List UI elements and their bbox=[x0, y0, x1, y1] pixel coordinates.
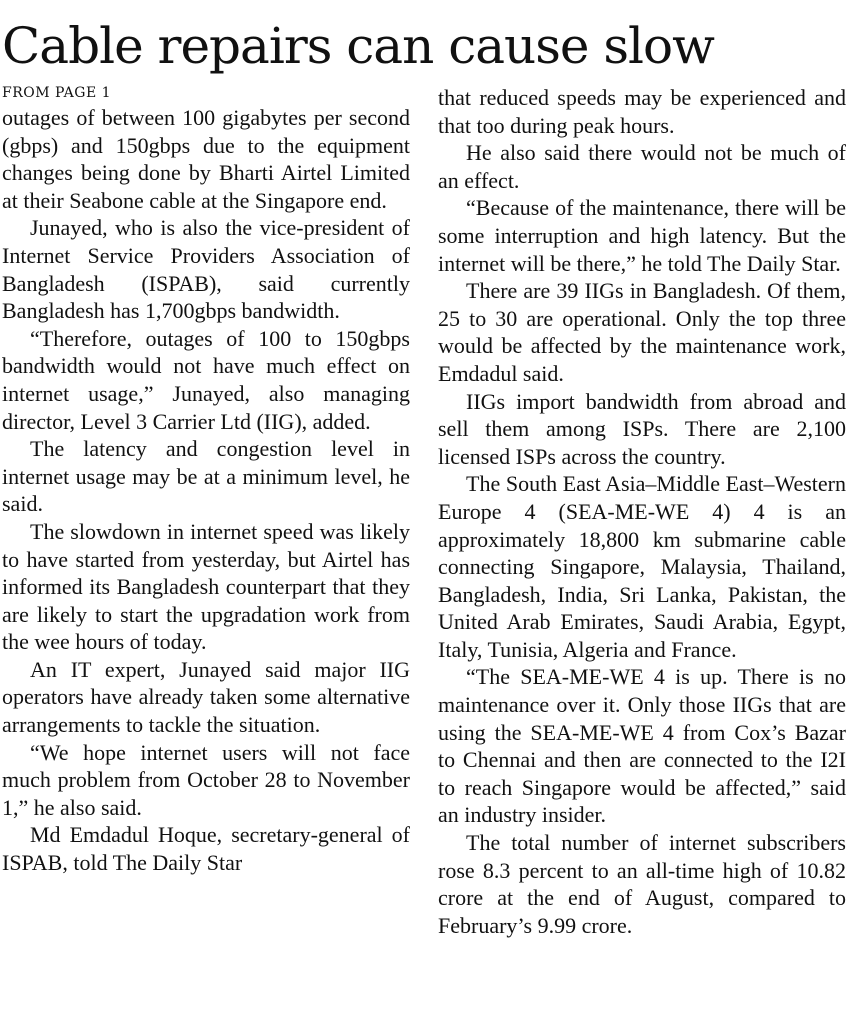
paragraph: “We hope internet users will not face much problem from October 28 to November 1,” he also said. bbox=[2, 739, 410, 820]
paragraph: “The SEA-ME-WE 4 is up. There is no maintenance over it. Only those IIGs that are using the SEA-ME-WE 4 from Cox’s Bazar to Chennai and then are connected to the I2I to reach Singapore would be affected,” said an industry insider. bbox=[438, 664, 846, 828]
paragraph: outages of between 100 gigabytes per second (gbps) and 150gbps due to the equipment changes being done by Bharti Airtel Limited at their Seabone cable at the Singapore end. bbox=[2, 105, 410, 213]
paragraph: that reduced speeds may be experienced and that too during peak hours. bbox=[438, 85, 846, 138]
jump-line: FROM PAGE 1 bbox=[2, 85, 112, 101]
paragraph: An IT expert, Junayed said major IIG operators have already taken some alternative arrangements to tackle the situation. bbox=[2, 656, 410, 738]
article-column-left bbox=[2, 83, 410, 877]
paragraph: Md Emdadul Hoque, secretary-general of ISPAB, told The Daily Star bbox=[2, 822, 410, 876]
paragraph: The latency and congestion level in internet usage may be at a minimum level, he said. bbox=[2, 436, 410, 517]
paragraph: The South East Asia–Middle East–Western Europe 4 (SEA-ME-WE 4) 4 is an approximately 18,800 km submarine cable connecting Singapore, Malaysia, Thailand, Bangladesh, India, Sri Lanka, Pakistan, the United Arab Emirates, Saudi Arabia, Egypt, Italy, Tunisia, Algeria and France. bbox=[438, 471, 846, 662]
paragraph: Junayed, who is also the vice-president of Internet Service Providers Association of Bangladesh (ISPAB), said currently Bangladesh has 1,700gbps bandwidth. bbox=[2, 215, 410, 324]
paragraph: “Because of the maintenance, there will be some interruption and high latency. But the internet will be there,” he told The Daily Star. bbox=[438, 195, 846, 276]
paragraph: He also said there would not be much of an effect. bbox=[438, 140, 846, 193]
paragraph: IIGs import bandwidth from abroad and sell them among ISPs. There are 2,100 licensed ISPs across the country. bbox=[438, 388, 846, 469]
paragraph: The total number of internet subscribers rose 8.3 percent to an all-time high of 10.82 crore at the end of August, compared to February’s 9.99 crore. bbox=[438, 830, 846, 938]
headline: Cable repairs can cause slow bbox=[2, 17, 714, 75]
paragraph: There are 39 IIGs in Bangladesh. Of them, 25 to 30 are operational. Only the top three would be affected by the maintenance work, Emdadul said. bbox=[438, 278, 846, 386]
paragraph: “Therefore, outages of 100 to 150gbps bandwidth would not have much effect on internet usage,” Junayed, also managing director, Level 3 Carrier Ltd (IIG), added. bbox=[2, 325, 410, 434]
article-column-right bbox=[438, 84, 846, 939]
paragraph: The slowdown in internet speed was likely to have started from yesterday, but Airtel has informed its Bangladesh counterpart that they are likely to start the upgradation work from the wee hours of today. bbox=[2, 518, 410, 655]
